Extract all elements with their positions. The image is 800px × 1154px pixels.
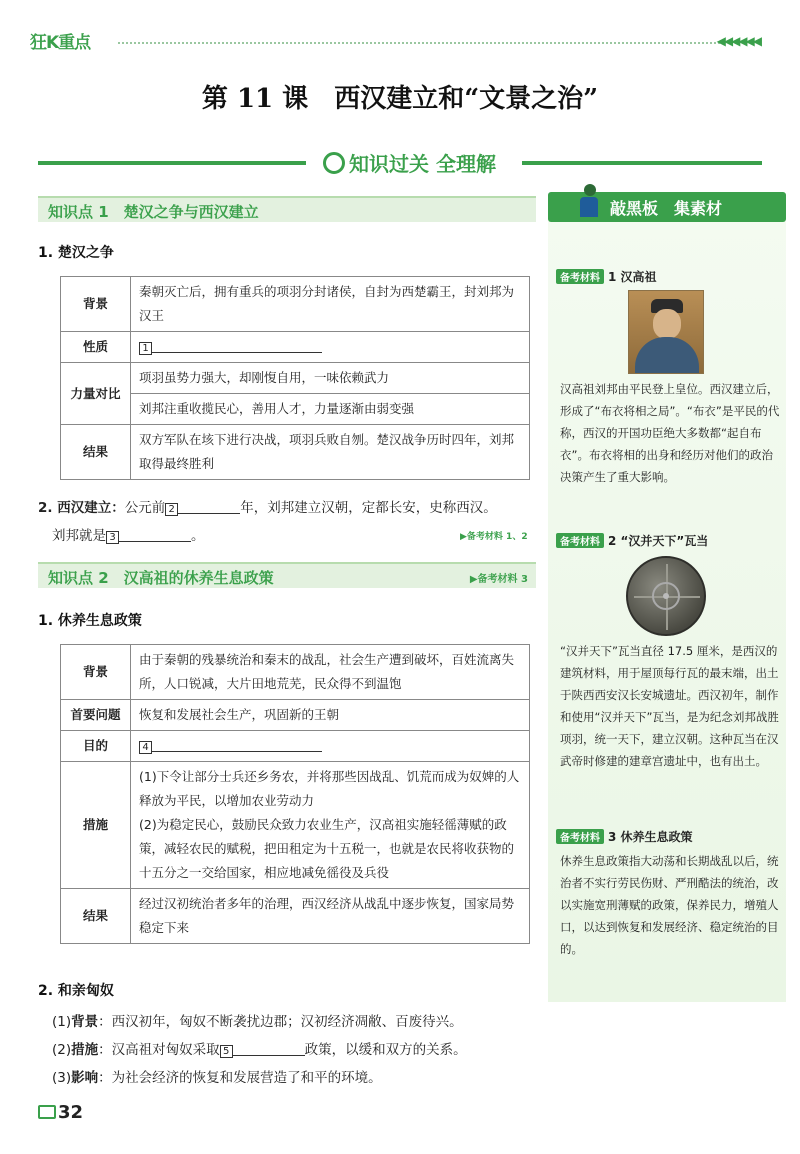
material-3-heading: 备考材料 3 休养生息政策: [556, 828, 693, 845]
table-cell: 经过汉初统治者多年的治理，西汉经济从战乱中逐步恢复，国家局势稳定下来: [131, 889, 530, 944]
material-2-text: “汉并天下”瓦当直径 17.5 厘米，是西汉的建筑材料，用于屋顶每行瓦的最末端，出土于陕西西安汉长安城遗址。西汉初年，制作和使用“汉并天下”瓦当，是为纪念刘邦战胜项羽，统一天下，建立汉朝。这种瓦当在汉武帝时修建的建章宫遗址中，也有出土。: [560, 644, 779, 768]
material-tag: 备考材料: [556, 533, 604, 548]
emperor-portrait: [628, 290, 704, 374]
kp1-founding-paragraph: 2. 西汉建立：公元前 2 年，刘邦建立汉朝，定都长安，史称西汉。 刘邦就是 3 。: [38, 500, 497, 544]
table-row: [61, 363, 530, 394]
material-1-heading: 备考材料 1 汉高祖: [556, 268, 657, 285]
table-head: 背景: [61, 277, 131, 332]
fill-blank[interactable]: [119, 528, 191, 542]
list-item: (1)背景：西汉初年，匈奴不断袭扰边郡；汉初经济凋敝、百废待兴。: [52, 1014, 463, 1030]
table-row: [61, 425, 530, 480]
brand-logo: 狂K重点: [30, 33, 91, 53]
page-number: 32: [38, 1102, 83, 1123]
list-item: (2)措施：汉高祖对匈奴采取 5 政策，以缓和双方的关系。: [52, 1042, 467, 1058]
table-cell: 秦朝灭亡后，拥有重兵的项羽分封诸侯，自封为西楚霸王，封刘邦为汉王: [131, 277, 530, 332]
material-1-text: 汉高祖刘邦由平民登上皇位。西汉建立后，形成了“布衣将相之局”。“布衣”是平民的代称，西汉的开国功臣绝大多数都“起自布衣”。布衣将相的出身和经历对他们的政治决策产生了重大影响。: [560, 382, 780, 484]
table-row: [61, 394, 530, 425]
table-cell: (1)下令让部分士兵还乡务农，并将那些因战乱、饥荒而成为奴婢的人释放为平民，以增加农业劳动力 (2)为稳定民心，鼓励民众致力农业生产，汉高祖实施轻徭薄赋的政策，减轻农民的赋税，把田租定为十五税一，也就是农民将收获物的十五分之一交给国家，相应地减免徭役及兵役: [131, 762, 530, 889]
table-head: 结果: [61, 889, 131, 944]
kp2-subhead-2: 2. 和亲匈奴: [38, 983, 114, 999]
table-cell: 双方军队在垓下进行决战，项羽兵败自刎。楚汉战争历时四年，刘邦取得最终胜利: [131, 425, 530, 480]
heqin-list: [38, 1008, 538, 1092]
kp1-subhead-1: 1. 楚汉之争: [38, 245, 114, 261]
material-tag: 备考材料: [556, 829, 604, 844]
kp2-table: [60, 644, 530, 944]
table-row: [61, 277, 530, 332]
table-row: [61, 762, 530, 889]
material-3-text: 休养生息政策指大动荡和长期战乱以后，统治者不实行劳民伤财、严刑酷法的统治，改以实施宽刑薄赋的政策，保养民力，增殖人口，以达到恢复和发展经济、稳定统治的目的。: [560, 854, 779, 956]
table-head: 力量对比: [61, 363, 131, 425]
knowledge-point-1-bar: [38, 196, 536, 222]
blank-number: 2: [165, 503, 178, 516]
sidebar-header: [548, 192, 786, 222]
reference-tag: ▶备考材料 3: [469, 574, 528, 585]
fill-blank[interactable]: [233, 1042, 305, 1056]
kp2-subhead-1: 1. 休养生息政策: [38, 613, 142, 629]
blank-number: 3: [106, 531, 119, 544]
table-head: 背景: [61, 645, 131, 700]
table-row: [61, 700, 530, 731]
table-head: 性质: [61, 332, 131, 363]
check-circle-icon: [323, 152, 345, 174]
table-row: [61, 731, 530, 762]
banner-line-left: [38, 161, 306, 165]
table-head: 措施: [61, 762, 131, 889]
blank-number: 4: [139, 741, 152, 754]
table-head: 目的: [61, 731, 131, 762]
book-icon: [38, 1105, 56, 1119]
banner-line-right: [522, 161, 762, 165]
material-2-heading: 备考材料 2 “汉并天下”瓦当: [556, 532, 708, 549]
kp1-table: [60, 276, 530, 480]
reference-tag: ▶备考材料 1、2: [460, 532, 528, 542]
table-cell: [131, 332, 530, 363]
sidebar-title: 敲黑板 集素材: [610, 199, 723, 218]
table-cell: 恢复和发展社会生产，巩固新的王朝: [131, 700, 530, 731]
lesson-name: 西汉建立和“文景之治”: [334, 84, 599, 114]
table-cell: 由于秦朝的残暴统治和秦末的战乱，社会生产遭到破坏，百姓流离失所，人口锐减，大片田地荒芜，民众得不到温饱: [131, 645, 530, 700]
table-row: [61, 889, 530, 944]
list-item: (3)影响：为社会经济的恢复和发展营造了和平的环境。: [52, 1070, 382, 1086]
teacher-figure-icon: [580, 184, 600, 218]
blank-number: 5: [220, 1045, 233, 1058]
table-cell: [131, 731, 530, 762]
table-head: 首要问题: [61, 700, 131, 731]
table-row: [61, 332, 530, 363]
knowledge-point-2-bar: [38, 562, 536, 588]
header-dotted-line: [118, 42, 720, 44]
table-row: [61, 645, 530, 700]
knowledge-point-2-label: 知识点 2 汉高祖的休养生息政策: [48, 569, 274, 587]
subhead-label: 2. 西汉建立：: [38, 500, 125, 516]
knowledge-point-1-label: 知识点 1 楚汉之争与西汉建立: [48, 203, 259, 221]
fill-blank[interactable]: [178, 500, 240, 514]
lesson-title: [0, 78, 800, 115]
section-banner: [38, 148, 762, 178]
roof-tile-image: [626, 556, 706, 636]
lesson-number: 第 11 课: [201, 84, 309, 114]
fill-blank[interactable]: [152, 738, 322, 752]
blank-number: 1: [139, 342, 152, 355]
header-arrows-icon: ◀◀◀◀◀◀: [716, 34, 760, 48]
material-tag: 备考材料: [556, 269, 604, 284]
table-cell: 项羽虽势力强大，却刚愎自用，一味依赖武力: [131, 363, 530, 394]
banner-title: 知识过关 全理解: [323, 148, 496, 177]
table-cell: 刘邦注重收揽民心，善用人才，力量逐渐由弱变强: [131, 394, 530, 425]
table-head: 结果: [61, 425, 131, 480]
fill-blank[interactable]: [152, 339, 322, 353]
